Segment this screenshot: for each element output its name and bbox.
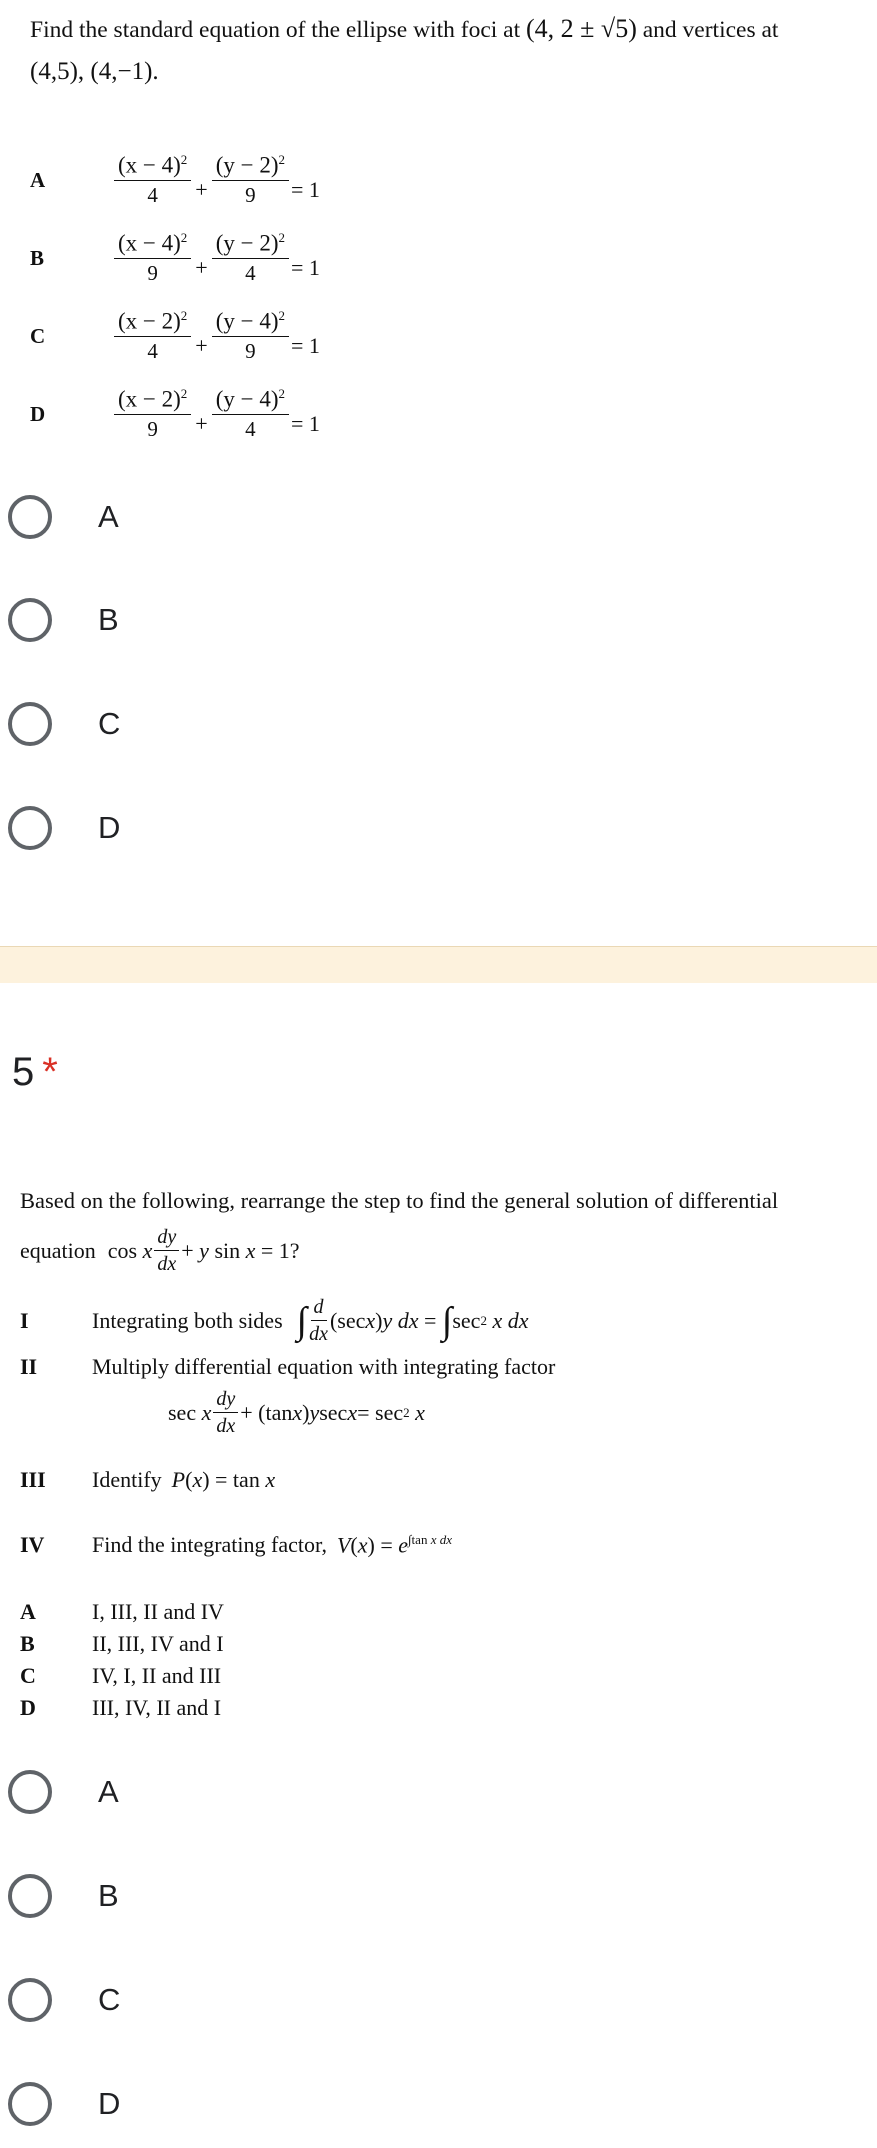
step-text: Identify <box>92 1467 162 1492</box>
option-letter: C <box>30 323 46 348</box>
q5-radio-option-A[interactable] <box>8 1762 119 1822</box>
answer-B: B II, III, IV and I <box>20 1631 224 1656</box>
radio-label: A <box>98 1774 119 1809</box>
prompt-foci: (4, 2 ± √5) <box>526 14 637 43</box>
q4-radio-option-C[interactable] <box>8 694 120 754</box>
q5-radio-option-B[interactable] <box>8 1866 119 1926</box>
step-IV: IV Find the integrating factor, $V(x) = e^{\int tan x dx}$ <box>20 1532 453 1558</box>
step-text: Multiply differential equation with integrating factor <box>92 1354 556 1379</box>
step-III: III Identify P(x) = tan x <box>20 1467 276 1492</box>
option-D-equation: D $\frac{(x - 2)^2}{9}$ + $\frac{(y - 4)^2}{4}$ = 1 <box>30 385 320 442</box>
q4-radio-option-D[interactable] <box>8 798 120 858</box>
fraction-y: $\frac{(y - 4)^2}{4}$ <box>212 386 289 443</box>
option-letter: D <box>30 401 46 426</box>
step-I: I Integrating both sides ∫ $\frac{d}{dx}$ (sec x ) y dx = ∫ sec 2 x dx <box>20 1296 529 1345</box>
radio-button[interactable] <box>8 495 52 539</box>
radio-button[interactable] <box>8 1978 52 2022</box>
differential-equation: equation cos x $\frac{dy}{dx}$ + y sin x = 1? <box>20 1226 300 1275</box>
option-letter: B <box>30 245 45 270</box>
prompt-text: Based on the following, rearrange the step to find the general solution of differential <box>20 1188 779 1213</box>
option-B-equation: B $\frac{(x - 4)^2}{9}$ + $\frac{(y - 2)^2}{4}$ = 1 <box>30 229 320 286</box>
fraction-x: $\frac{(x - 4)^2}{9}$ <box>114 230 191 287</box>
radio-label: D <box>98 2086 121 2121</box>
fraction-y: $\frac{(y - 2)^2}{9}$ <box>212 152 289 209</box>
prompt-text-after: and vertices at <box>642 17 779 43</box>
fraction-x: $\frac{(x - 2)^2}{9}$ <box>114 386 191 443</box>
radio-label: C <box>98 706 121 741</box>
question-5-title <box>12 1050 58 1095</box>
radio-label: B <box>98 602 119 637</box>
radio-label: D <box>98 810 121 845</box>
q5-radio-option-D[interactable] <box>8 2074 120 2134</box>
option-C-equation: C $\frac{(x - 2)^2}{4}$ + $\frac{(y - 4)^2}{9}$ = 1 <box>30 307 320 364</box>
step-text: Find the integrating factor, <box>92 1532 327 1558</box>
step-text: Integrating both sides <box>92 1308 283 1333</box>
fraction-x: $\frac{(x - 4)^2}{4}$ <box>114 152 191 209</box>
q4-radio-option-A[interactable] <box>8 487 119 547</box>
question-number: 5 <box>12 1050 35 1094</box>
answer-list <box>20 1596 224 1724</box>
answer-C: C IV, I, II and III <box>20 1663 222 1688</box>
q4-radio-option-B[interactable] <box>8 590 119 650</box>
question-5-prompt <box>20 1180 857 1222</box>
option-A-equation: A $\frac{(x - 4)^2}{4}$ + $\frac{(y - 2)^2}{9}$ = 1 <box>30 151 320 208</box>
radio-button[interactable] <box>8 702 52 746</box>
radio-button[interactable] <box>8 1770 52 1814</box>
answer-A: A I, III, II and IV <box>20 1599 224 1624</box>
radio-button[interactable] <box>8 806 52 850</box>
radio-label: A <box>98 499 119 534</box>
radio-label: B <box>98 1878 119 1913</box>
answer-D: D III, IV, II and I <box>20 1695 222 1720</box>
fraction-x: $\frac{(x - 2)^2}{4}$ <box>114 308 191 365</box>
q5-radio-option-C[interactable] <box>8 1970 120 2030</box>
required-asterisk: * <box>42 1050 58 1094</box>
radio-button[interactable] <box>8 2082 52 2126</box>
prompt-vertices: (4,5), (4,−1). <box>30 58 159 85</box>
radio-button[interactable] <box>8 598 52 642</box>
prompt-text: Find the standard equation of the ellipse with foci at <box>30 17 521 43</box>
radio-button[interactable] <box>8 1874 52 1918</box>
step-II-equation: sec x $\frac{dy}{dx}$ + (tan x ) y sec x = sec 2 x <box>168 1388 425 1437</box>
question-4-prompt <box>30 8 857 93</box>
fraction-y: $\frac{(y - 4)^2}{9}$ <box>212 308 289 365</box>
step-II: II Multiply differential equation with integrating factor <box>20 1354 556 1379</box>
section-divider <box>0 946 877 983</box>
option-letter: A <box>30 167 46 192</box>
fraction-y: $\frac{(y - 2)^2}{4}$ <box>212 230 289 287</box>
radio-label: C <box>98 1982 121 2017</box>
prompt-eq-word: equation <box>20 1238 96 1263</box>
